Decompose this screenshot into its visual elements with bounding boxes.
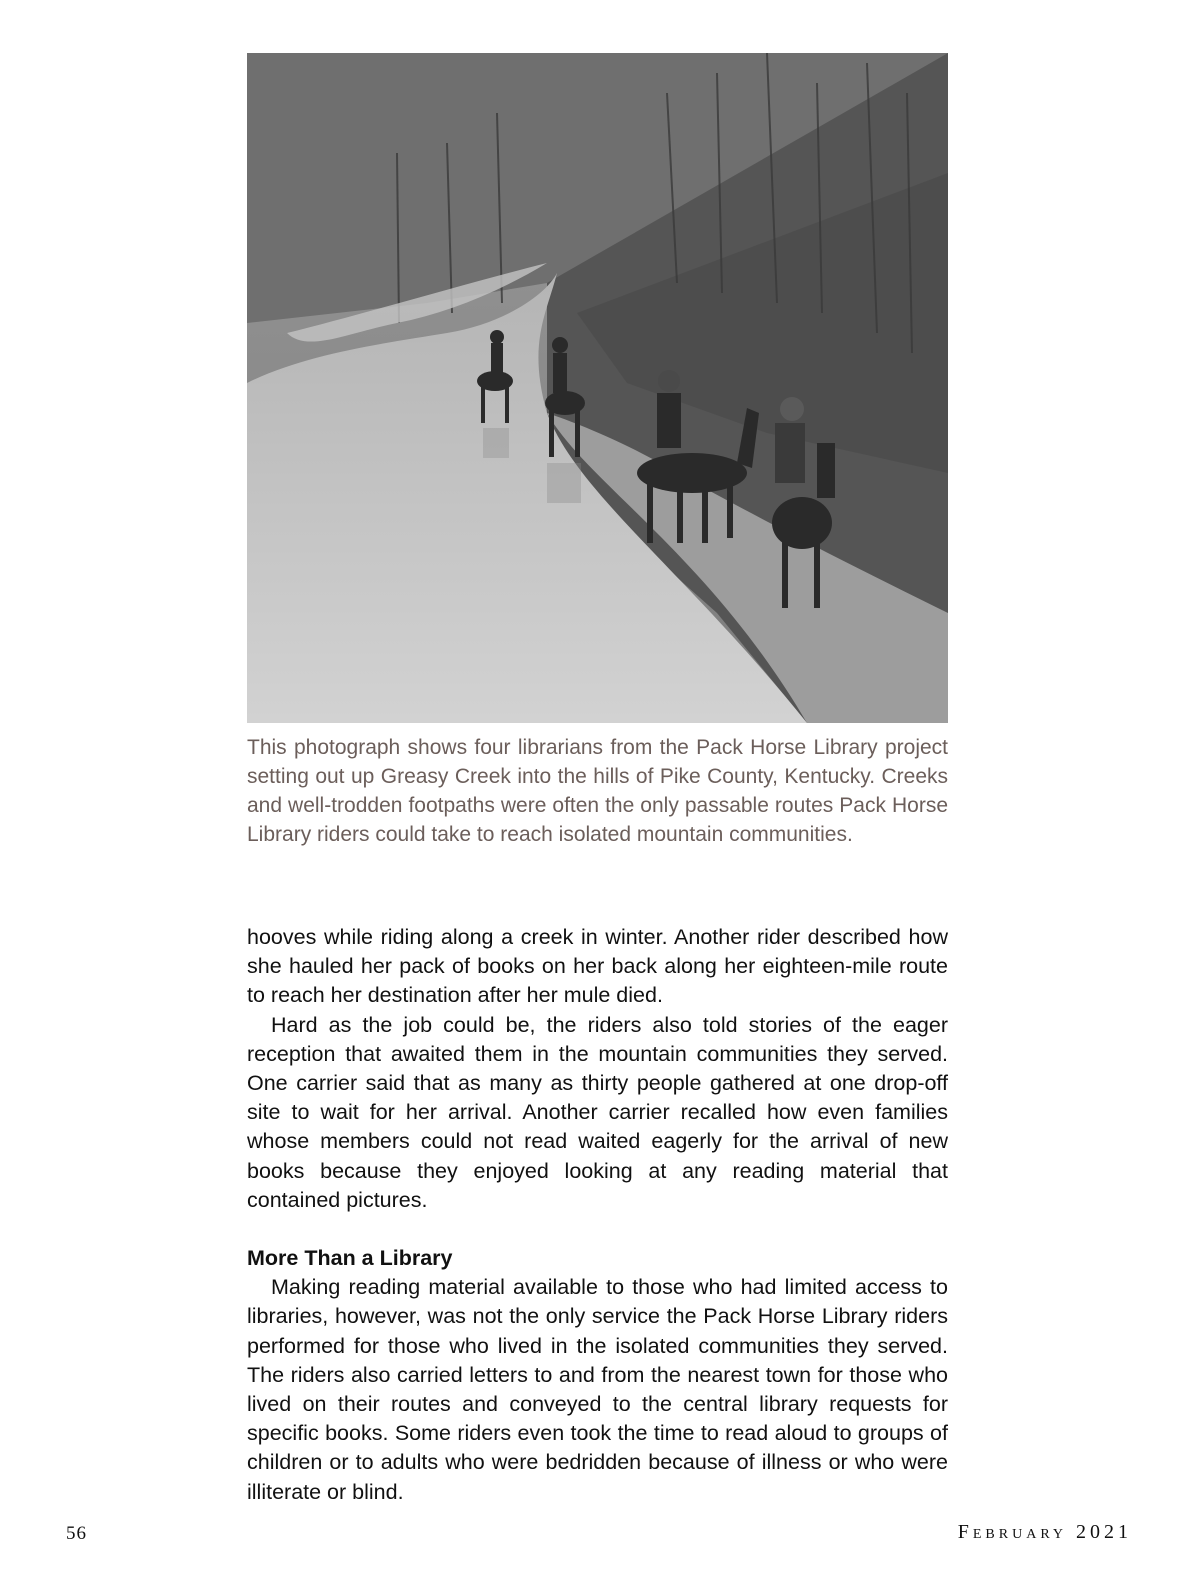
historical-photograph bbox=[247, 53, 948, 723]
paragraph: Hard as the job could be, the riders also told stories of the eager reception that awaited them in the mountain communities they served. One carrier said that as many as thirty people gathered at one drop-off site to wait for her arrival. Another carrier recalled how even families whose members could not read waited eagerly for the arrival of new books because they enjoyed looking at any reading material that contained pictures. bbox=[247, 1012, 948, 1212]
article-body bbox=[247, 923, 948, 1507]
photo-caption: This photograph shows four librarians from the Pack Horse Library project setting out up Greasy Creek into the hills of Pike County, Kentucky. Creeks and well-trodden footpaths were often the only passable routes Pack Horse Library riders could take to reach isolated mountain communities. bbox=[247, 736, 948, 846]
issue-date: February 2021 bbox=[957, 1521, 1132, 1543]
paragraph: Making reading material available to those who had limited access to libraries, however, was not the only service the Pack Horse Library riders performed for those who lived in the isolated communities they served. The riders also carried letters to and from the nearest town for those who lived on their routes and conveyed to the central library requests for specific books. Some riders even took the time to read aloud to groups of children or to adults who were bedridden because of illness or who were illiterate or blind. bbox=[247, 1275, 948, 1504]
section-heading: More Than a Library bbox=[247, 1246, 453, 1271]
historical-photo-pack-horse-librarians-icon bbox=[247, 53, 948, 723]
page-number: 56 bbox=[66, 1523, 87, 1544]
paragraph: hooves while riding along a creek in winter. Another rider described how she hauled her pack of books on her back along her eighteen-mile route to reach her destination after her mule died. bbox=[247, 925, 948, 1008]
